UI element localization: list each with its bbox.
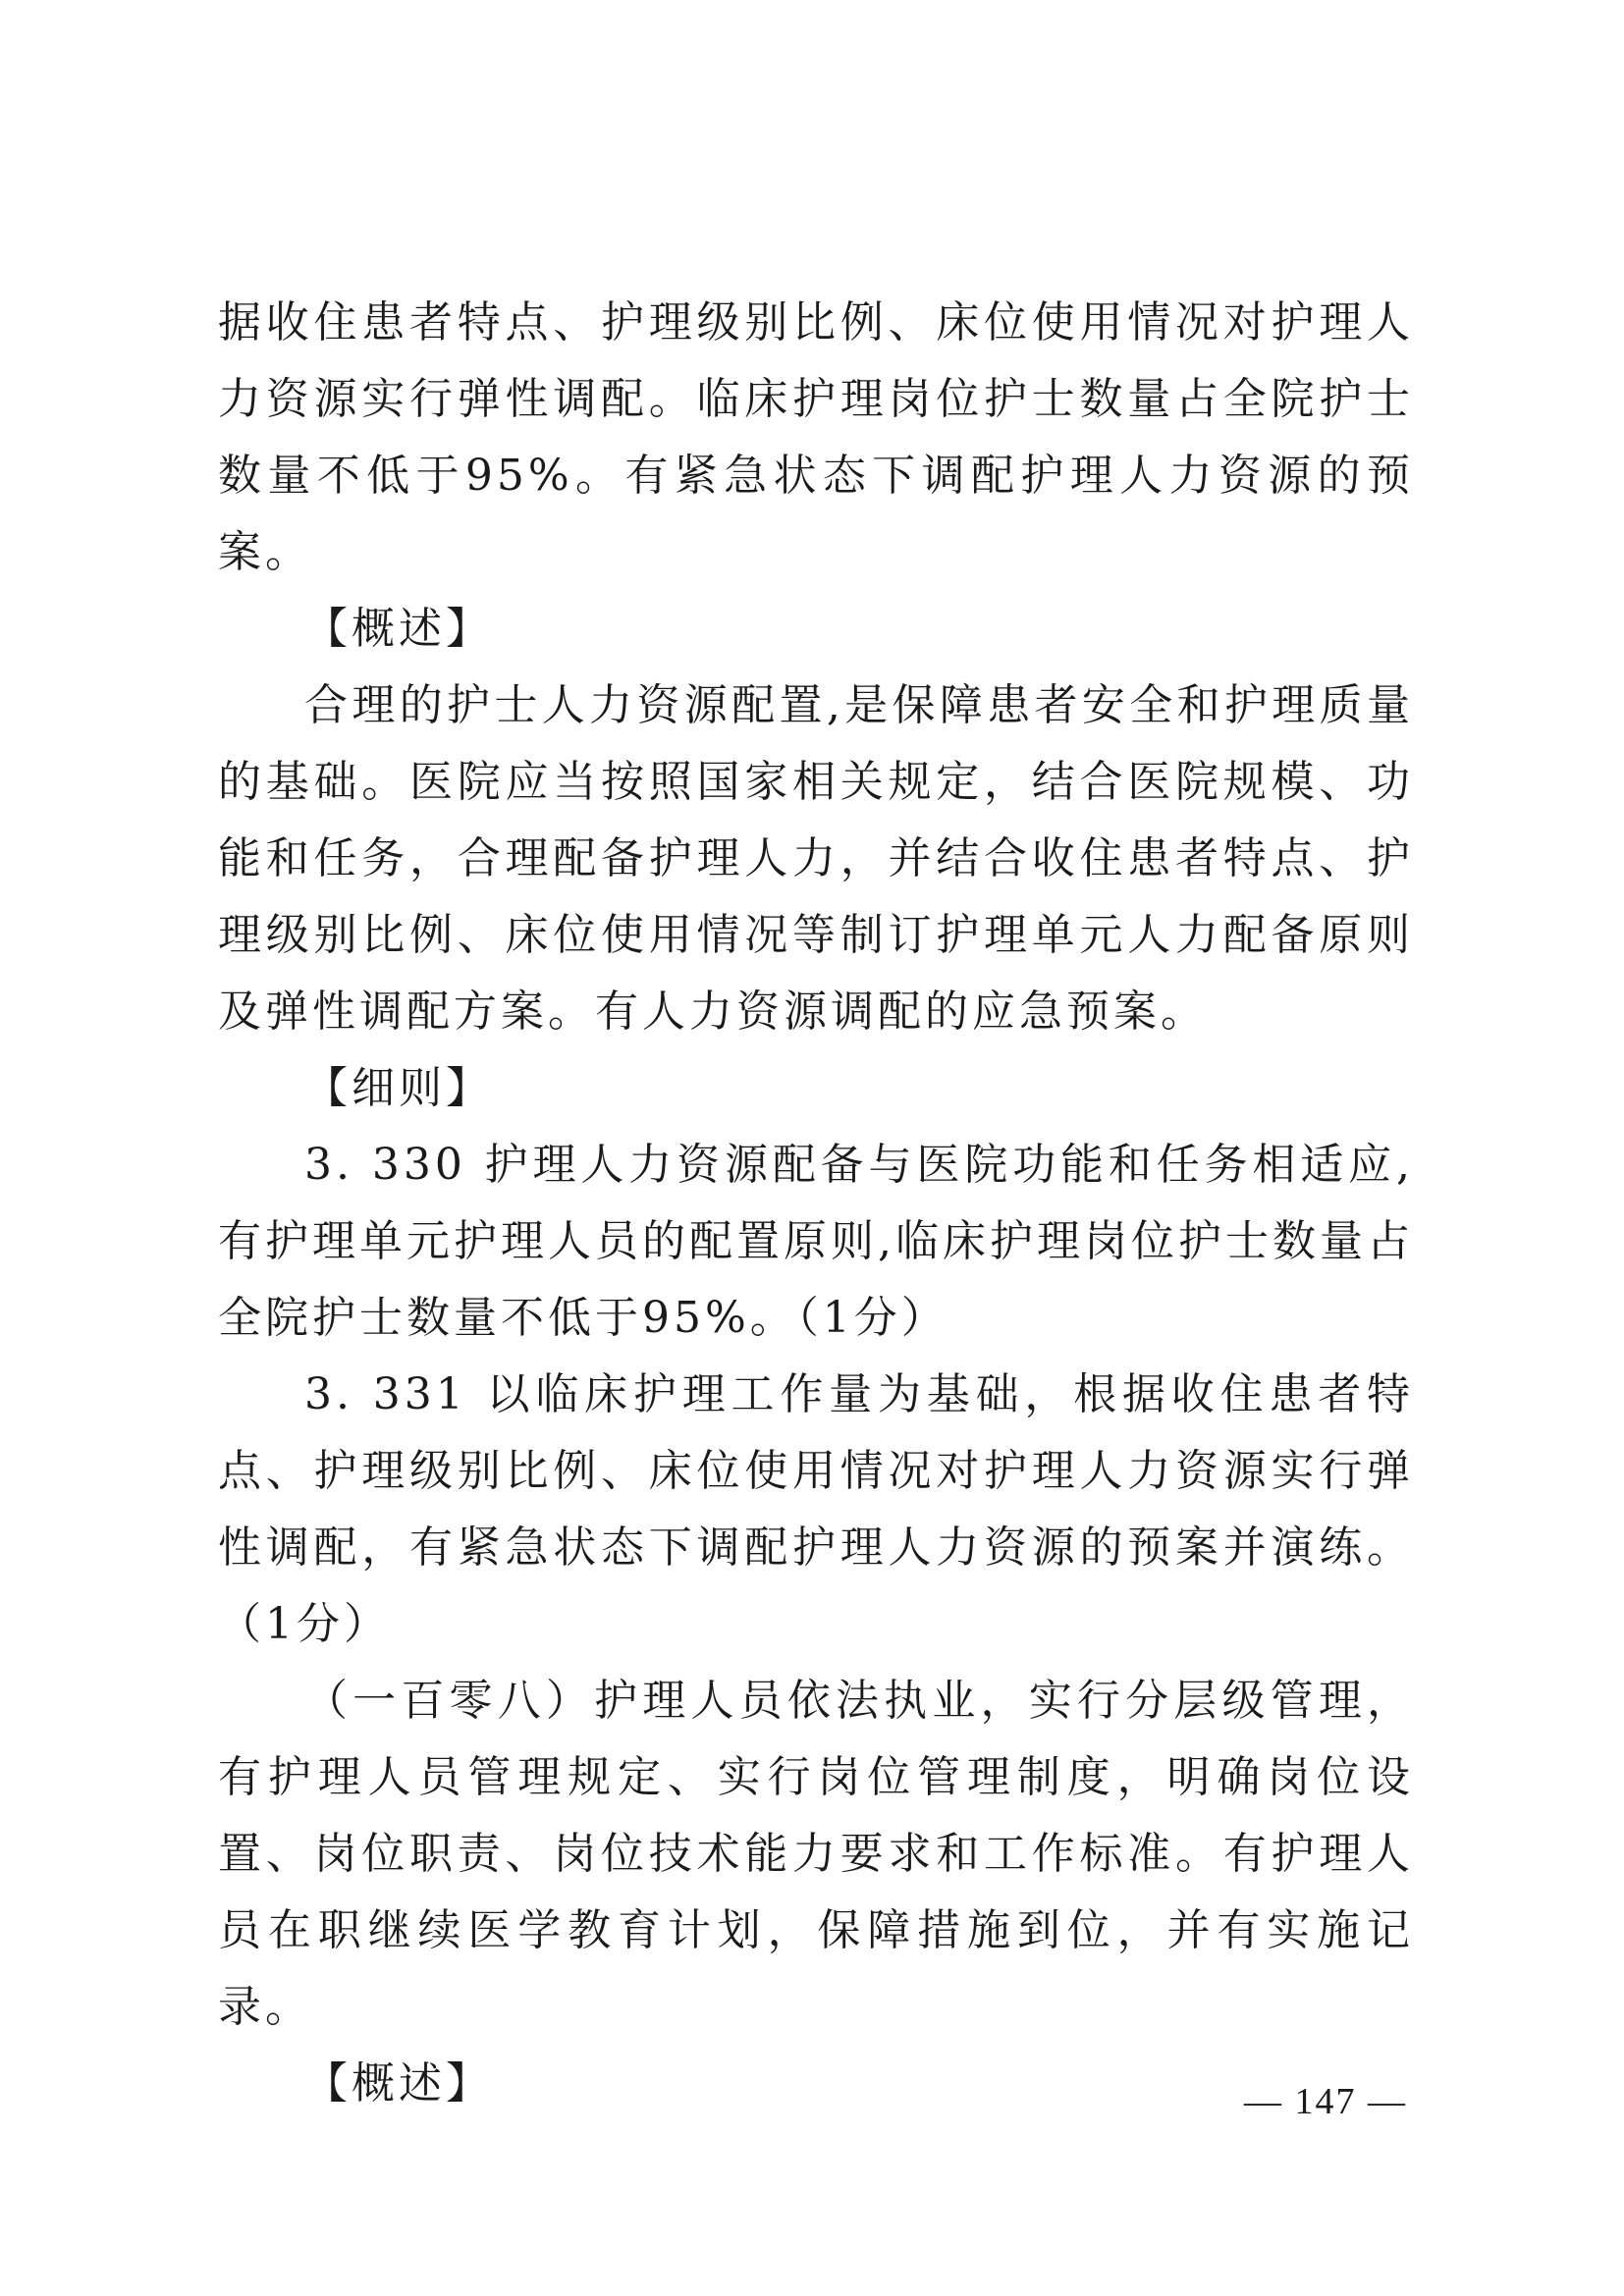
paragraph-continuation: 据收住患者特点、护理级别比例、床位使用情况对护理人力资源实行弹性调配。临床护理岗位护士数量占全院护士数量不低于95%。有紧急状态下调配护理人力资源的预案。 xyxy=(218,297,1414,577)
section-heading-overview-2: 【概述】 xyxy=(304,2058,493,2109)
paragraph-overview: 合理的护士人力资源配置,是保障患者安全和护理质量的基础。医院应当按照国家相关规定，结合医院规模、功能和任务，合理配备护理人力，并结合收住患者特点、护理级别比例、床位使用情况等制订护理单元人力配备原则及弹性调配方案。有人力资源调配的应急预案。 xyxy=(218,680,1414,1037)
paragraph-item-3-331: 3. 331 以临床护理工作量为基础，根据收住患者特点、护理级别比例、床位使用情况对护理人力资源实行弹性调配，有紧急状态下调配护理人力资源的预案并演练。（1分） xyxy=(218,1369,1414,1649)
section-heading-details: 【细则】 xyxy=(304,1063,493,1113)
paragraph-article-108: （一百零八）护理人员依法执业，实行分层级管理，有护理人员管理规定、实行岗位管理制度，明确岗位设置、岗位职责、岗位技术能力要求和工作标准。有护理人员在职继续医学教育计划，保障措施到位，并有实施记录。 xyxy=(218,1676,1414,2032)
page-number: — 147 — xyxy=(1244,2081,1407,2122)
page-body xyxy=(218,285,1414,2122)
paragraph-item-3-330: 3. 330 护理人力资源配备与医院功能和任务相适应,有护理单元护理人员的配置原则,临床护理岗位护士数量占全院护士数量不低于95%。（1分） xyxy=(218,1140,1414,1343)
section-heading-overview: 【概述】 xyxy=(304,604,493,654)
